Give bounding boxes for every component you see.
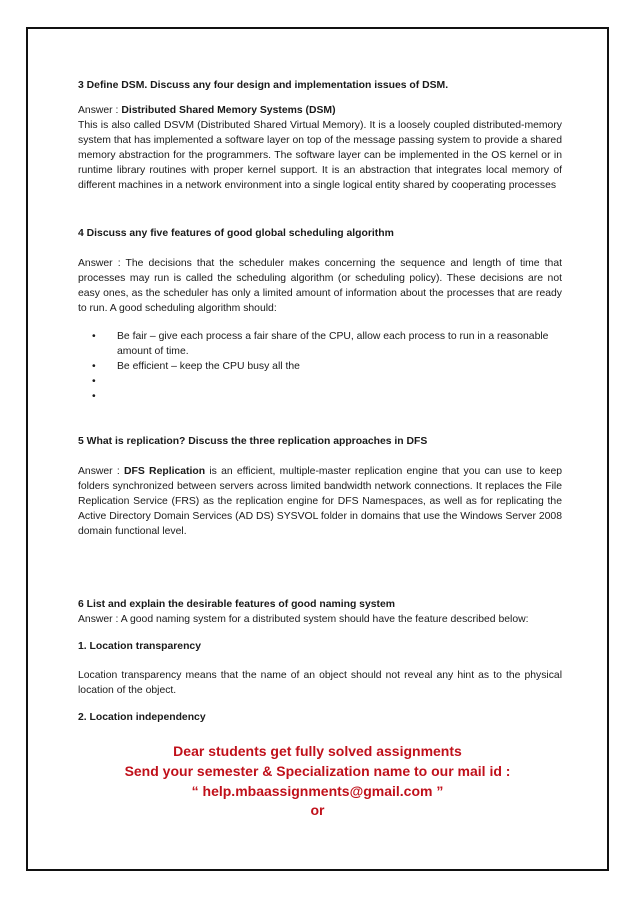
- promo-or: or: [310, 802, 325, 818]
- list-item: [92, 389, 562, 404]
- answer-label: Answer :: [78, 105, 122, 116]
- question-6-intro: Answer : A good naming system for a distributed system should have the feature described below:: [78, 614, 529, 625]
- section-heading-location-independency: 2. Location independency: [78, 712, 206, 723]
- answer-label: Answer :: [78, 466, 125, 477]
- answer-heading: Distributed Shared Memory Systems (DSM): [121, 105, 336, 116]
- section-heading-location-transparency: 1. Location transparency: [78, 641, 201, 652]
- list-item-text: Be fair – give each process a fair share of the CPU, allow each process to run in a reasonable amount of time.: [117, 331, 549, 357]
- scheduling-features-list: [78, 329, 562, 404]
- list-item: [92, 359, 562, 374]
- question-3-answer-body: This is also called DSVM (Distributed Shared Virtual Memory). It is a loosely coupled distributed-memory system that has implemented a software layer on top of the message passing system to provide a shared memory abstraction for the programmers. The software layer can be implemented in the OS kernel or in runtime library routines with proper kernel support. It is an abstraction that integrates local memory of different machines in a network environment into a single logical entity shared by cooperating processes: [78, 120, 562, 191]
- bullet-icon: •: [92, 331, 96, 342]
- list-item-text: Be efficient – keep the CPU busy all the: [117, 361, 300, 372]
- answer-text: is an efficient, multiple-master replication engine that you can use to keep folders synchronized between servers across limited bandwidth network connections. It replaces the File Replication Service (FRS) as the replication engine for DFS Namespaces, as well as for replicating the Active Directory Domain Services (AD DS) SYSVOL folder in domains that use the Windows Server 2008 domain functional level.: [78, 466, 562, 537]
- question-6-title: 6 List and explain the desirable features of good naming system: [78, 599, 395, 610]
- location-transparency-paragraph: Location transparency means that the name of an object should not reveal any hint as to the physical location of the object.: [78, 670, 562, 696]
- promo-line-1: Dear students get fully solved assignments: [173, 743, 462, 759]
- question-3-answer-heading: [78, 103, 562, 118]
- question-4-answer-body: Answer : The decisions that the scheduler makes concerning the sequence and length of time that processes may run is called the scheduling algorithm (or scheduling policy). These decisions are not easy ones, as the scheduler has only a limited amount of information about the processes that are ready to run. A good scheduling algorithm should:: [78, 258, 562, 314]
- question-3-title: 3 Define DSM. Discuss any four design and implementation issues of DSM.: [78, 80, 449, 91]
- bullet-icon: •: [92, 391, 96, 402]
- list-item: [92, 374, 562, 389]
- question-4-title: 4 Discuss any five features of good global scheduling algorithm: [78, 228, 394, 239]
- question-5-answer-body: [78, 464, 562, 539]
- question-5-title: 5 What is replication? Discuss the three replication approaches in DFS: [78, 436, 428, 447]
- answer-heading: DFS Replication: [124, 466, 206, 477]
- promo-email: “ help.mbaassignments@gmail.com ”: [191, 783, 444, 799]
- list-item: [92, 329, 562, 359]
- bullet-icon: •: [92, 376, 96, 387]
- promo-line-2: Send your semester & Specialization name to our mail id :: [124, 763, 511, 779]
- bullet-icon: •: [92, 361, 96, 372]
- document-body: [78, 78, 562, 725]
